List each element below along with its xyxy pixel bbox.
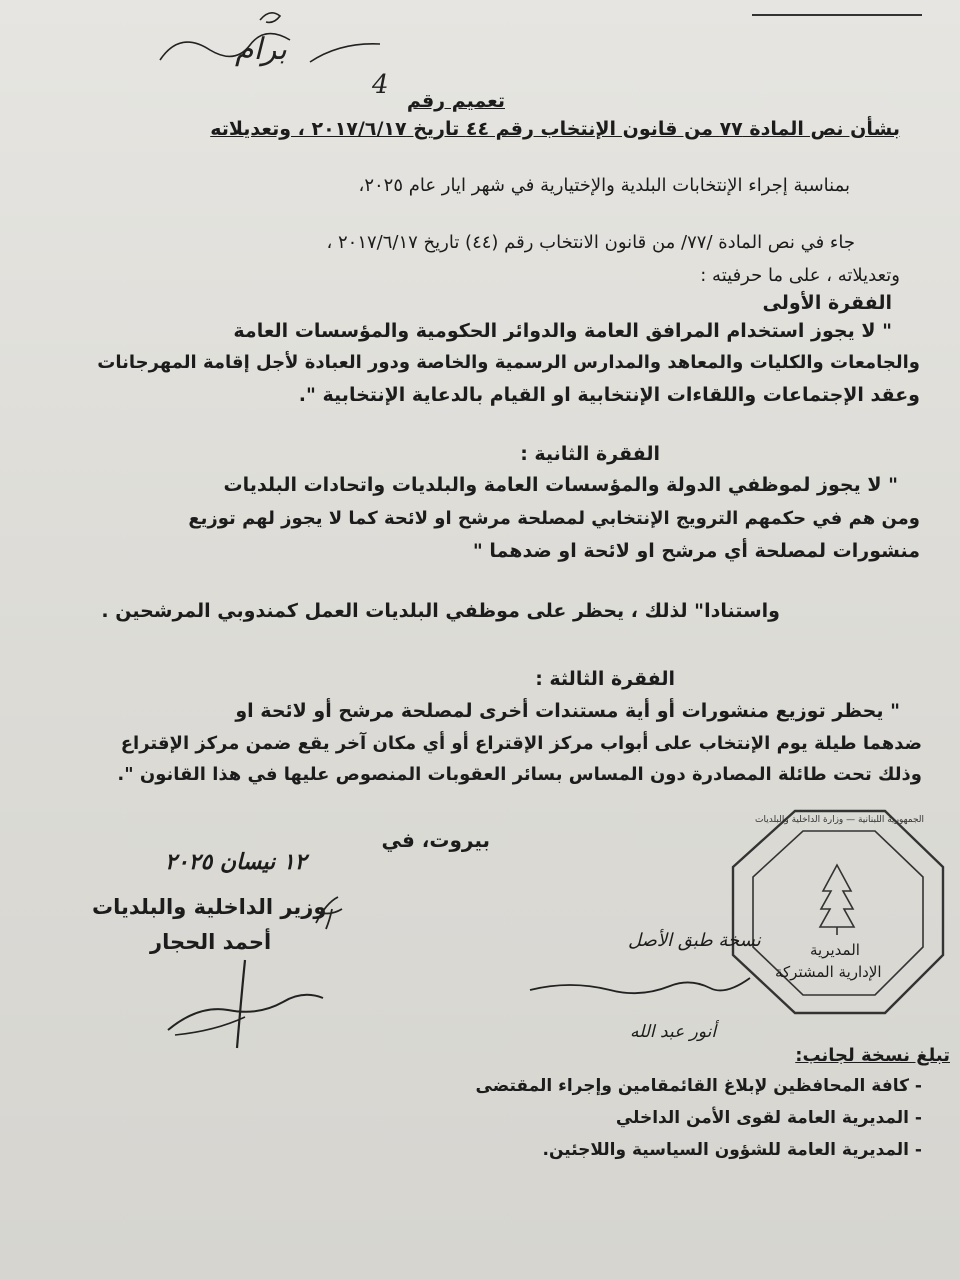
stamp-ring-text: الجمهورية اللبنانية — وزارة الداخلية والبلديات <box>755 815 925 825</box>
clause3-line: وذلك تحت طائلة المصادرة دون المساس بسائر العقوبات المنصوص عليها في هذا القانون ". <box>117 764 922 785</box>
initial-mark <box>312 893 348 933</box>
minister-name: أحمد الحجار <box>150 930 272 954</box>
distribution-item-text: كافة المحافظين لإبلاغ القائمقامين وإجراء المقتضى <box>475 1076 910 1096</box>
clause1-line: " لا يجوز استخدام المرافق العامة والدوائر الحكومية والمؤسسات العامة <box>233 320 892 342</box>
circular-title: تعميم رقم <box>406 90 505 112</box>
certified-copy-label: نسخة طبق الأصل <box>628 930 761 951</box>
distribution-item: - المديرية العامة للشؤون السياسية واللاجئين. <box>542 1140 922 1160</box>
stamp-line-2: الإدارية المشتركة <box>775 963 882 981</box>
clause1-line: وعقد الإجتماعات واللقاءات الإنتخابية او القيام بالدعاية الإنتخابية ". <box>298 384 920 406</box>
clause2-heading: الفقرة الثانية : <box>520 443 660 465</box>
clause3-line: ضدهما طيلة يوم الإنتخاب على أبواب مركز الإقتراع أو أي مكان آخر يقع ضمن مركز الإقتراع <box>120 733 922 754</box>
consequence-line: واستنادا" لذلك ، يحظر على موظفي البلديات العمل كمندوبي المرشحين . <box>101 600 780 622</box>
occasion-line: بمناسبة إجراء الإنتخابات البلدية والإختيارية في شهر ايار عام ٢٠٢٥، <box>358 175 850 196</box>
signature-date: ١٢ نيسان ٢٠٢٥ <box>165 850 307 875</box>
clause3-line: " يحظر توزيع منشورات أو أية مستندات أخرى لمصلحة مرشح أو لائحة او <box>235 700 900 722</box>
minister-signature <box>150 955 340 1055</box>
distribution-item: - كافة المحافظين لإبلاغ القائمقامين وإجراء المقتضى <box>475 1076 922 1096</box>
clause2-line: ومن هم في حكمهم الترويج الإنتخابي لمصلحة مرشح او لائحة كما لا يجوز لهم توزيع <box>188 508 920 529</box>
circular-subject: بشأن نص المادة ٧٧ من قانون الإنتخاب رقم ٤٤ تاريخ ٢٠١٧/٦/١٧ ، وتعديلاته <box>210 118 900 140</box>
stamp-line-1: المديرية <box>810 941 860 959</box>
minister-title: وزير الداخلية والبلديات <box>92 895 327 919</box>
handwritten-word: برام <box>235 32 287 67</box>
intro-line-1: جاء في نص المادة /٧٧/ من قانون الانتخاب رقم (٤٤) تاريخ ٢٠١٧/٦/١٧ ، <box>326 232 855 253</box>
clause1-heading: الفقرة الأولى <box>762 292 892 314</box>
top-right-rule <box>752 14 922 16</box>
distribution-item: - المديرية العامة لقوى الأمن الداخلي <box>615 1108 922 1128</box>
certifier-signature <box>520 960 770 1010</box>
clause1-line: والجامعات والكليات والمعاهد والمدارس الرسمية والخاصة ودور العبادة لأجل إقامة المهرجانات <box>97 352 920 373</box>
distribution-item-text: المديرية العامة لقوى الأمن الداخلي <box>615 1108 910 1128</box>
clause3-heading: الفقرة الثالثة : <box>535 668 675 690</box>
distribution-item-text: المديرية العامة للشؤون السياسية واللاجئين. <box>542 1140 910 1160</box>
clause2-line: منشورات لمصلحة أي مرشح او لائحة او ضدهما " <box>472 540 920 562</box>
clause2-line: " لا يجوز لموظفي الدولة والمؤسسات العامة والبلديات واتحادات البلديات <box>223 474 898 496</box>
intro-line-2: وتعديلاته ، على ما حرفيته : <box>700 265 900 286</box>
certifier-name: أنور عبد الله <box>630 1022 717 1042</box>
handwritten-number: 4 <box>372 70 389 100</box>
distribution-heading: تبلغ نسخة لجانب: <box>795 1045 950 1066</box>
place-line: بيروت، في <box>381 828 490 852</box>
